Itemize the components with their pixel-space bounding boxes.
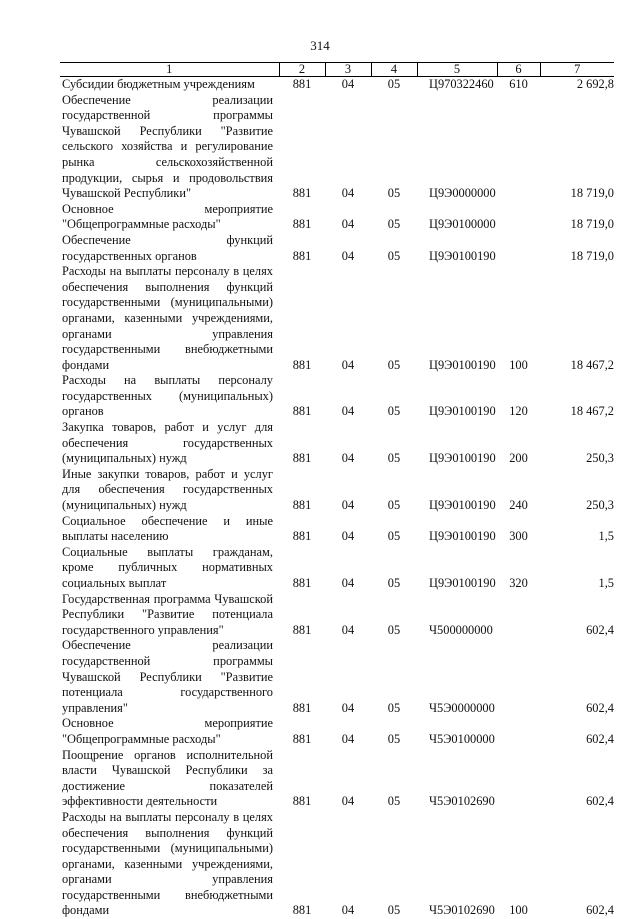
row-name: Обеспечение реализации государственной программы Чувашской Республики "Развитие сельского хозяйства и регулирование рынка сельскохозяйственной продукции, сырья и продовольствия Чувашской Республики" [62, 92, 273, 201]
row-section: 04 [341, 186, 355, 201]
row-amount: 18 719,0 [570, 248, 614, 263]
row-section: 04 [341, 731, 355, 746]
row-section: 04 [341, 217, 355, 232]
row-name: Обеспечение реализации государственной программы Чувашской Республики "Развитие потенциала государственного управления" [62, 638, 273, 715]
row-admin-code: 881 [292, 576, 312, 590]
row-target-article: Ц9Э0100190 [429, 576, 496, 590]
row-amount: 2 692,8 [576, 77, 614, 91]
column-header-6: 6 [497, 63, 540, 77]
table-row [60, 638, 614, 716]
row-admin-code: 881 [292, 451, 312, 466]
row-section: 04 [341, 404, 355, 419]
column-header-4: 4 [371, 63, 417, 77]
row-amount: 18 719,0 [570, 217, 614, 232]
table-row [60, 592, 614, 639]
row-section: 04 [341, 357, 355, 372]
row-expense-type: 100 [509, 903, 528, 918]
row-name: Поощрение органов исполнительной власти Чувашской Республики за достижение показателей эффективности деятельности [62, 747, 273, 809]
row-admin-code: 881 [292, 248, 312, 263]
table-row [60, 202, 614, 233]
row-expense-type: 100 [509, 357, 528, 372]
row-amount: 602,4 [586, 903, 614, 918]
row-expense-type: 240 [509, 498, 528, 513]
column-header-5: 5 [417, 63, 497, 77]
row-subsection: 05 [387, 357, 401, 372]
row-expense-type: 200 [509, 451, 528, 466]
row-subsection: 05 [387, 451, 401, 466]
row-section: 04 [341, 903, 355, 918]
row-subsection: 05 [387, 529, 401, 544]
row-expense-type [497, 638, 540, 716]
row-expense-type [497, 592, 540, 639]
row-expense-type [497, 93, 540, 202]
row-amount: 1,5 [598, 529, 614, 544]
row-admin-code: 881 [292, 186, 312, 201]
row-section: 04 [341, 794, 355, 809]
row-target-article: Ц9Э0100190 [429, 248, 496, 263]
row-admin-code: 881 [292, 794, 312, 809]
row-section: 04 [341, 248, 355, 263]
row-target-article: Ч5Э0100000 [429, 731, 495, 746]
row-admin-code: 881 [292, 529, 312, 544]
row-name: Расходы на выплаты персоналу государственных (муниципальных) органов [62, 373, 273, 419]
row-name: Государственная программа Чувашской Республики "Развитие потенциала государственного управления" [62, 591, 273, 637]
row-subsection: 05 [387, 903, 401, 918]
row-section: 04 [341, 622, 355, 637]
row-subsection: 05 [387, 404, 401, 419]
row-expense-type [497, 233, 540, 264]
row-target-article: Ч5Э0102690 [429, 903, 495, 918]
table-row [60, 467, 614, 514]
table-row [60, 514, 614, 545]
row-section: 04 [341, 576, 355, 590]
row-expense-type: 610 [509, 77, 528, 91]
table-row [60, 716, 614, 747]
column-number-row [60, 63, 614, 77]
row-name: Иные закупки товаров, работ и услуг для обеспечения государственных (муниципальных) нужд [62, 466, 273, 513]
row-expense-type: 320 [509, 576, 528, 590]
row-name: Расходы на выплаты персоналу в целях обеспечения выполнения функций государственными (муниципальными) органами, казенными учреждениями, органами управления государственными внебюджетными фондами [62, 264, 273, 372]
row-subsection: 05 [387, 700, 401, 715]
row-subsection: 05 [387, 731, 401, 746]
row-admin-code: 881 [292, 404, 312, 419]
column-header-2: 2 [279, 63, 325, 77]
row-target-article: Ч5Э0000000 [429, 700, 495, 715]
row-amount: 18 467,2 [570, 357, 614, 372]
row-admin-code: 881 [292, 731, 312, 746]
row-section: 04 [341, 451, 355, 466]
row-admin-code: 881 [292, 357, 312, 372]
row-target-article: Ц9Э0100190 [429, 357, 496, 372]
row-target-article: Ц9Э0100000 [429, 217, 496, 232]
row-name: Основное мероприятие "Общепрограммные расходы" [62, 201, 273, 232]
row-name: Социальное обеспечение и иные выплаты населению [62, 513, 273, 544]
row-amount: 18 719,0 [570, 186, 614, 201]
table-row [60, 233, 614, 264]
row-admin-code: 881 [292, 903, 312, 918]
row-target-article: Ч5Э0102690 [429, 794, 495, 809]
column-header-7: 7 [540, 63, 614, 77]
row-amount: 602,4 [586, 622, 614, 637]
row-amount: 18 467,2 [570, 404, 614, 419]
row-amount: 602,4 [586, 794, 614, 809]
row-expense-type [497, 716, 540, 747]
row-name: Обеспечение функций государственных органов [62, 232, 273, 263]
column-header-1: 1 [60, 63, 279, 77]
column-header-3: 3 [325, 63, 371, 77]
row-amount: 250,3 [586, 498, 614, 513]
table-row [60, 545, 614, 592]
row-admin-code: 881 [292, 622, 312, 637]
table-row [60, 93, 614, 202]
row-subsection: 05 [387, 498, 401, 513]
row-target-article: Ц9Э0000000 [429, 186, 496, 201]
table-row [60, 77, 614, 93]
row-target-article: Ч500000000 [429, 622, 493, 637]
row-name: Расходы на выплаты персоналу в целях обеспечения выполнения функций государственными (муниципальными) органами, казенными учреждениями, органами управления государственными внебюджетными фондами [62, 809, 273, 918]
row-section: 04 [341, 529, 355, 544]
table-row [60, 748, 614, 810]
row-target-article: Ц9Э0100190 [429, 404, 496, 419]
table-row [60, 264, 614, 373]
row-expense-type: 300 [509, 529, 528, 544]
page-number: 314 [310, 38, 330, 53]
row-name: Социальные выплаты гражданам, кроме публичных нормативных социальных выплат [62, 544, 273, 590]
table-row [60, 810, 614, 919]
row-expense-type: 120 [509, 404, 528, 419]
row-subsection: 05 [387, 576, 401, 590]
row-expense-type [497, 202, 540, 233]
row-subsection: 05 [387, 794, 401, 809]
table-row [60, 420, 614, 467]
row-target-article: Ц9Э0100190 [429, 529, 496, 544]
row-amount: 250,3 [586, 451, 614, 466]
row-amount: 602,4 [586, 700, 614, 715]
row-section: 04 [341, 700, 355, 715]
row-target-article: Ц970322460 [429, 77, 494, 91]
row-section: 04 [341, 498, 355, 513]
table-row [60, 373, 614, 420]
row-subsection: 05 [387, 186, 401, 201]
row-admin-code: 881 [292, 498, 312, 513]
row-admin-code: 881 [292, 77, 312, 91]
budget-table [60, 62, 614, 919]
row-amount: 1,5 [598, 576, 614, 590]
row-admin-code: 881 [292, 217, 312, 232]
row-subsection: 05 [387, 248, 401, 263]
row-name: Основное мероприятие "Общепрограммные расходы" [62, 716, 273, 746]
row-subsection: 05 [387, 77, 401, 91]
row-expense-type [497, 748, 540, 810]
row-amount: 602,4 [586, 731, 614, 746]
row-subsection: 05 [387, 622, 401, 637]
row-subsection: 05 [387, 217, 401, 232]
row-section: 04 [341, 77, 355, 91]
row-target-article: Ц9Э0100190 [429, 498, 496, 513]
row-name: Закупка товаров, работ и услуг для обеспечения государственных (муниципальных) нужд [62, 420, 273, 466]
row-name: Субсидии бюджетным учреждениям [62, 77, 255, 91]
row-target-article: Ц9Э0100190 [429, 451, 496, 466]
row-admin-code: 881 [292, 700, 312, 715]
